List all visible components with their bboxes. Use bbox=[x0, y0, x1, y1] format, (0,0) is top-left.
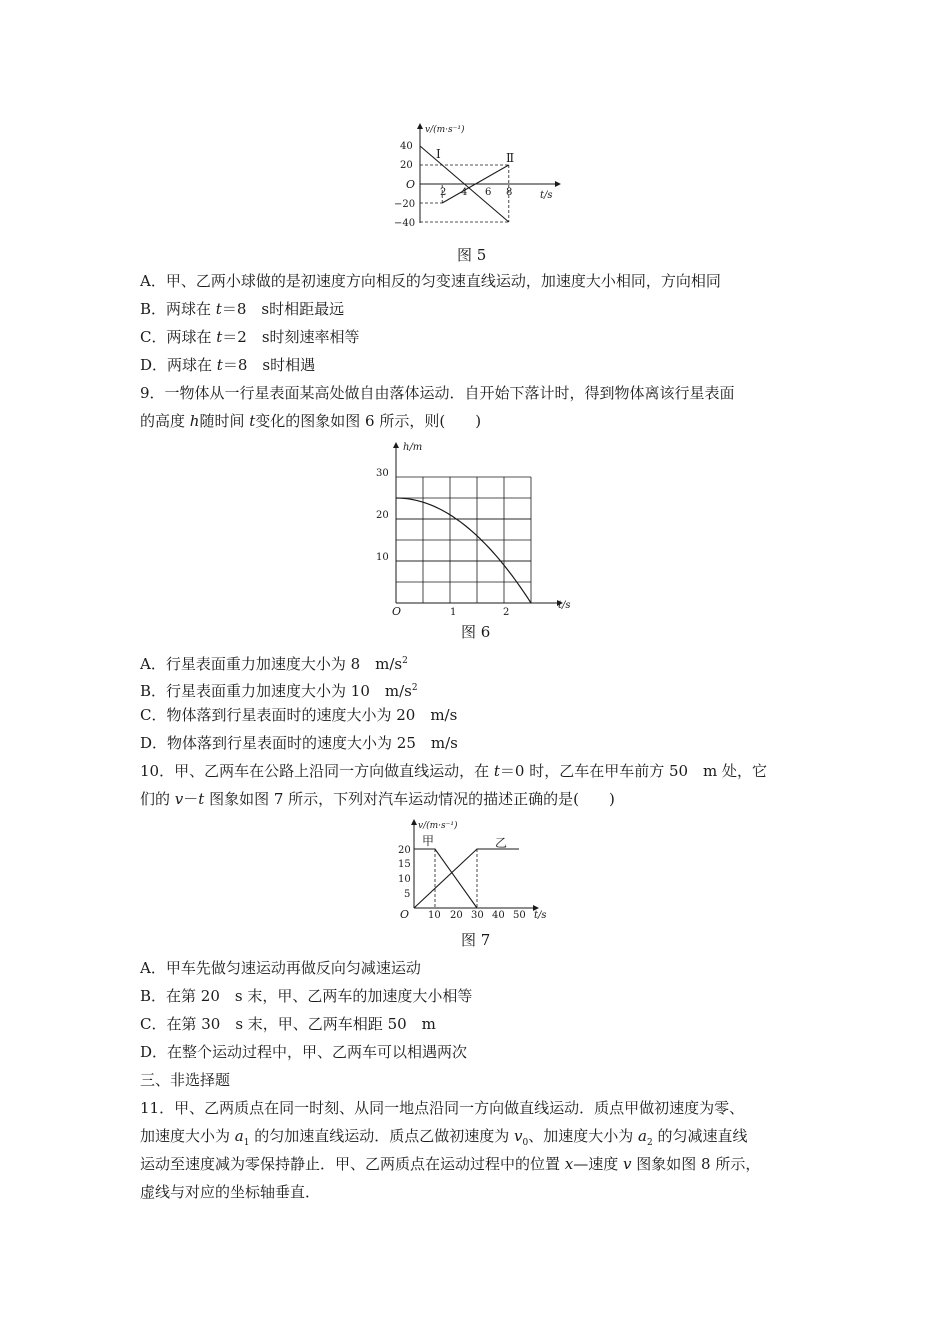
q9-option-c: C．物体落到行星表面时的速度大小为 20 m/s bbox=[140, 706, 458, 724]
fig6-grid bbox=[396, 477, 531, 603]
q9-option-d: D．物体落到行星表面时的速度大小为 25 m/s bbox=[140, 734, 458, 752]
fig6-series-curve-h bbox=[396, 498, 531, 603]
fig5-ytick-neg40: −40 bbox=[394, 218, 416, 229]
fig7-ytick-10: 10 bbox=[398, 874, 411, 885]
figure-6 bbox=[370, 438, 580, 618]
fig6-xlabel: t/s bbox=[558, 600, 571, 611]
fig5-xlabel: t/s bbox=[540, 190, 553, 201]
figure-7 bbox=[370, 814, 560, 926]
fig5-xtick-6: 6 bbox=[485, 187, 492, 198]
q9-stem-line1: 9．一物体从一行星表面某高处做自由落体运动．自开始下落计时，得到物体离该行星表面 bbox=[140, 384, 735, 402]
fig5-series-label-II: Ⅱ bbox=[506, 151, 515, 165]
figure-5-caption: 图 5 bbox=[457, 246, 487, 264]
q11-line3: 运动至速度减为零保持静止．甲、乙两质点在运动过程中的位置 x—速度 v 图象如图 8 所示， bbox=[140, 1155, 761, 1173]
q11-line4: 虚线与对应的坐标轴垂直． bbox=[140, 1183, 321, 1201]
fig7-series-label-yi: 乙 bbox=[495, 836, 508, 850]
fig7-origin: O bbox=[400, 908, 410, 921]
fig6-plot bbox=[396, 498, 531, 603]
q10-stem-line1: 10．甲、乙两车在公路上沿同一方向做直线运动，在 t＝0 时，乙车在甲车前方 50 m 处，它 bbox=[140, 762, 768, 780]
fig6-xtick-2: 2 bbox=[503, 607, 510, 618]
section-heading: 三、非选择题 bbox=[140, 1071, 231, 1089]
fig7-ytick-20: 20 bbox=[398, 845, 411, 856]
fig6-ytick-20: 20 bbox=[376, 510, 389, 521]
q11-line1: 11．甲、乙两质点在同一时刻、从同一地点沿同一方向做直线运动．质点甲做初速度为零、 bbox=[140, 1099, 745, 1117]
fig5-ytick-20: 20 bbox=[400, 160, 413, 171]
q9-option-a: A．行星表面重力加速度大小为 8 $m/s^2$ bbox=[140, 655, 408, 673]
fig5-xtick-2: 2 bbox=[440, 187, 447, 198]
q9-option-b: B．行星表面重力加速度大小为 10 $m/s^2$ bbox=[140, 682, 418, 700]
fig7-xtick-20: 20 bbox=[450, 910, 463, 921]
q8-option-a: A．甲、乙两小球做的是初速度方向相反的匀变速直线运动，加速度大小相同，方向相同 bbox=[140, 272, 721, 290]
fig6-xtick-1: 1 bbox=[450, 607, 457, 618]
fig7-ylabel: v/(m·s⁻¹) bbox=[418, 821, 458, 831]
fig6-ylabel: h/m bbox=[403, 442, 423, 453]
fig7-series-label-jia: 甲 bbox=[422, 834, 435, 848]
fig6-origin: O bbox=[392, 605, 402, 618]
fig7-series-line-yi bbox=[414, 849, 519, 908]
fig5-series-label-I: Ⅰ bbox=[436, 147, 441, 161]
q11-line2: 加速度大小为 $a_1$ 的匀加速直线运动．质点乙做初速度为 $v_0$、加速度大小为 $a_2$ 的匀减速直线 bbox=[140, 1127, 748, 1148]
fig7-ytick-5: 5 bbox=[404, 889, 411, 900]
fig6-ytick-30: 30 bbox=[376, 468, 389, 479]
fig7-xtick-50: 50 bbox=[513, 910, 526, 921]
figure-7-caption: 图 7 bbox=[461, 931, 491, 949]
fig6-ytick-10: 10 bbox=[376, 552, 389, 563]
q10-option-c: C．在第 30 s 末，甲、乙两车相距 50 m bbox=[140, 1015, 436, 1033]
fig7-xtick-30: 30 bbox=[471, 910, 484, 921]
q10-option-b: B．在第 20 s 末，甲、乙两车的加速度大小相等 bbox=[140, 987, 473, 1005]
q8-option-b: B．两球在 t＝8 s时相距最远 bbox=[140, 300, 345, 318]
fig5-xtick-4: 4 bbox=[461, 187, 468, 198]
q8-option-c: C．两球在 t＝2 s时刻速率相等 bbox=[140, 328, 360, 346]
figure-5 bbox=[370, 118, 570, 236]
fig7-ytick-15: 15 bbox=[398, 859, 411, 870]
q10-option-a: A．甲车先做匀速运动再做反向匀减速运动 bbox=[140, 959, 421, 977]
q10-option-d: D．在整个运动过程中，甲、乙两车可以相遇两次 bbox=[140, 1043, 468, 1061]
fig5-ytick-neg20: −20 bbox=[394, 199, 416, 210]
q8-option-d: D．两球在 t＝8 s时相遇 bbox=[140, 356, 316, 374]
fig5-origin: O bbox=[406, 178, 416, 191]
q10-stem-line2: 们的 v－t 图象如图 7 所示，下列对汽车运动情况的描述正确的是( ) bbox=[140, 790, 615, 808]
fig7-plot bbox=[414, 849, 519, 908]
fig7-xtick-10: 10 bbox=[428, 910, 441, 921]
q9-stem-line2: 的高度 h随时间 t变化的图象如图 6 所示，则( ) bbox=[140, 412, 482, 430]
fig7-xtick-40: 40 bbox=[492, 910, 505, 921]
figure-6-caption: 图 6 bbox=[461, 623, 491, 641]
fig5-ytick-40: 40 bbox=[400, 141, 413, 152]
fig7-xlabel: t/s bbox=[534, 910, 547, 921]
fig5-ylabel: v/(m·s⁻¹) bbox=[425, 125, 465, 135]
fig5-xtick-8: 8 bbox=[506, 187, 513, 198]
